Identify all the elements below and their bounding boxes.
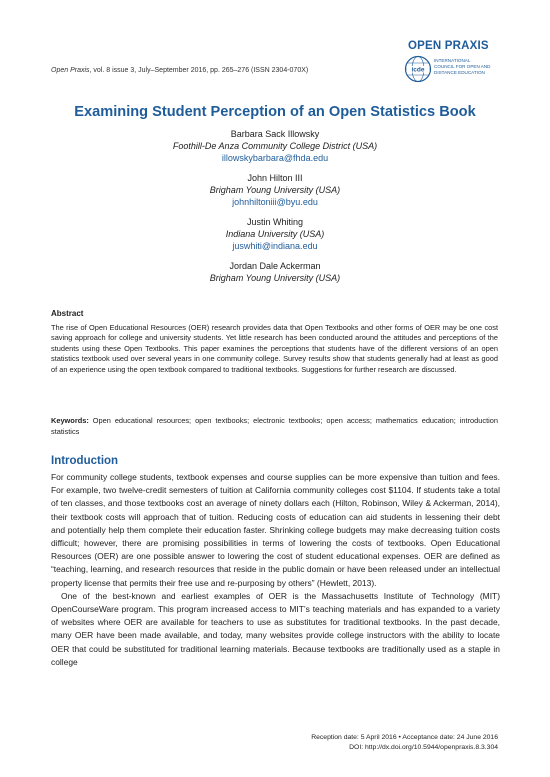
author-name: Justin Whiting — [246, 217, 304, 227]
keywords — [51, 416, 498, 437]
paper-title: Examining Student Perception of an Open Statistics Book — [74, 104, 476, 120]
author-block — [0, 128, 550, 164]
section-heading: Introduction — [51, 455, 119, 467]
body-paragraph: One of the best-known and earliest examples of OER is the Massachusetts Institute of Technology (MIT) OpenCourseWare program. This program increased access to MIT’s teaching materials and has expanded to a variety of websites where OER are available for teachers to use as substitutes for traditional textbooks. In the past decade, many OER have been made available, and today, many websites provide college instructors with the ability to locate OER that could be substituted for traditional learning materials. Because textbooks are traditionally used as a staple in college — [51, 590, 500, 667]
author-affiliation: Foothill-De Anza Community College District (USA) — [172, 141, 378, 151]
author-name: John Hilton III — [247, 173, 303, 183]
keywords-label: Keywords: — [51, 416, 89, 425]
council-text — [434, 58, 504, 76]
page-footer — [311, 733, 498, 753]
logo-text: icde — [411, 66, 425, 74]
abstract-heading: Abstract — [51, 309, 84, 318]
author-block — [0, 216, 550, 252]
abstract-text: The rise of Open Educational Resources (OER) research provides data that Open Textbooks and other forms of OER may be one cost saving approach for college and university students. Yet little research has been conducted around the attitudes and perceptions of the students using these Open Textbooks. This paper examines the perceptions that students have of the different versions of an open statistics textbook used over several years in one community college. Survey results show that students generally had at least as good of an experience using the open textbook compared to traditional textbooks. Suggestions for further research are discussed. — [51, 322, 498, 374]
council-line: DISTANCE EDUCATION — [434, 70, 485, 75]
author-affiliation: Brigham Young University (USA) — [209, 185, 341, 195]
keywords-text: Open educational resources; open textbooks; electronic textbooks; open access; mathematics education; introduction statistics — [51, 416, 498, 436]
author-name: Jordan Dale Ackerman — [229, 261, 321, 271]
journal-name: Open Praxis — [51, 67, 90, 74]
body-paragraph: For community college students, textbook expenses and course supplies can be more expensive than tuition and fees. For example, two twelve-credit semesters of tuition at California community colleges cost $1104. If students take a total of ten classes, and those textbooks cost an average of ninety dollars each (Hilton, Robinson, Wiley & Ackerman, 2014), their textbook costs will approach that of tuition. Reducing costs of education can aid students in lessening their debt and potentially help them complete their education faster. Shrinking college budgets may make decreasing tuition costs difficult; however, there are promising possibilities in terms of lowering the costs of textbooks. Open Educational Resources (OER) are one possible answer to lowering the cost of student educational expenses. OER are defined as “teaching, learning, and research resources that reside in the public domain or have been released under an intellectual property license that permits their free use and re-purposing by others” (Hewlett, 2013). — [51, 472, 500, 588]
reception-acceptance-dates: Reception date: 5 April 2016 • Acceptance date: 24 June 2016 — [311, 734, 498, 741]
doi-link[interactable]: DOI: http://dx.doi.org/10.5944/openpraxis.8.3.304 — [349, 744, 498, 751]
author-email[interactable]: juswhiti@indiana.edu — [232, 241, 318, 251]
page-header — [0, 0, 550, 92]
author-name: Barbara Sack Illowsky — [230, 129, 320, 139]
journal-info — [51, 67, 308, 74]
council-line: COUNCIL FOR OPEN AND — [434, 64, 491, 69]
author-affiliation: Brigham Young University (USA) — [209, 273, 341, 283]
author-block — [0, 172, 550, 208]
author-list — [0, 128, 550, 292]
brand-title: OPEN PRAXIS — [408, 40, 489, 52]
introduction-section — [51, 455, 500, 669]
council-line: INTERNATIONAL — [434, 58, 471, 63]
icde-logo — [404, 55, 432, 83]
author-email[interactable]: illowskybarbara@fhda.edu — [221, 153, 329, 163]
author-email[interactable]: johnhiltoniii@byu.edu — [232, 197, 318, 207]
abstract-section — [51, 309, 498, 376]
author-affiliation: Indiana University (USA) — [225, 229, 325, 239]
author-block — [0, 260, 550, 284]
journal-details: , vol. 8 issue 3, July–September 2016, pp. 265–276 (ISSN 2304-070X) — [89, 67, 309, 74]
